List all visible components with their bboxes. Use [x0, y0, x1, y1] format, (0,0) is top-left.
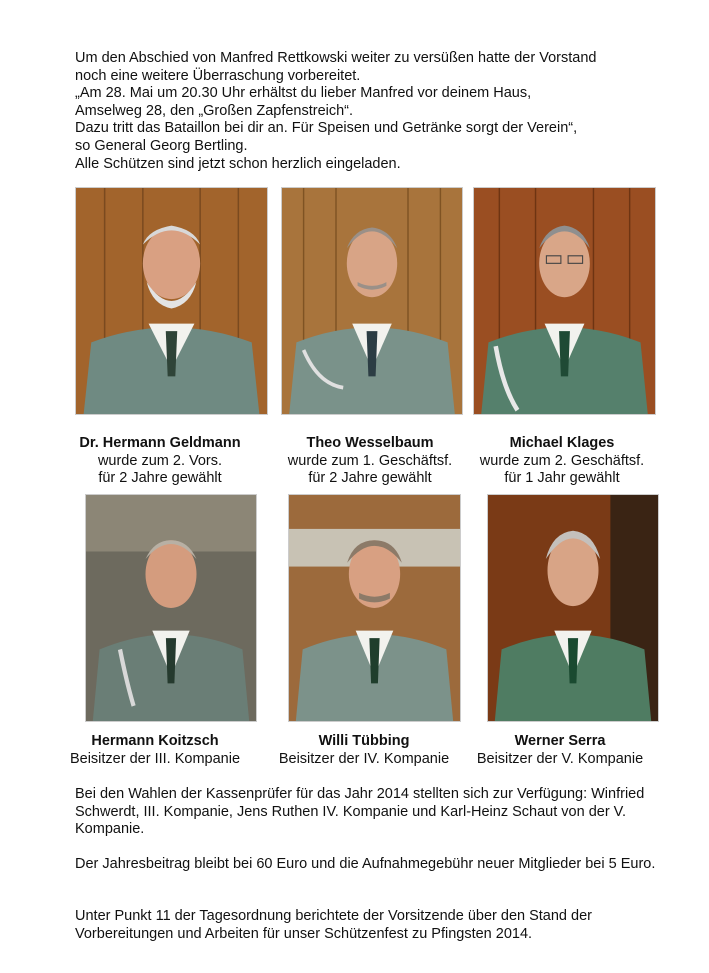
- portrait-photo: [85, 494, 257, 722]
- paragraph-membership-fee: Der Jahresbeitrag bleibt bei 60 Euro und die Aufnahmegebühr neuer Mitglieder bei 5 Euro.: [75, 856, 656, 872]
- person-caption: [462, 435, 662, 488]
- intro-line: Amselweg 28, den „Großen Zapfenstreich“.: [75, 102, 354, 119]
- portrait-photo: [473, 187, 656, 415]
- intro-line: „Am 28. Mai um 20.30 Uhr erhältst du lieber Manfred vor deinem Haus,: [75, 85, 532, 102]
- person-caption: [460, 733, 660, 768]
- portrait-photo: [288, 494, 461, 722]
- intro-line: Um den Abschied von Manfred Rettkowski weiter zu versüßen hatte der Vorstand: [75, 50, 597, 66]
- person-role: wurde zum 2. Geschäftsf.: [479, 452, 645, 469]
- person-caption: [55, 733, 255, 768]
- intro-line: so General Georg Bertling.: [75, 137, 248, 154]
- intro-line: Dazu tritt das Bataillon bei dir an. Für Speisen und Getränke sorgt der Verein“,: [75, 120, 578, 137]
- person-caption: [270, 435, 470, 488]
- person-caption: [60, 435, 260, 488]
- person-name: Dr. Hermann Geldmann: [79, 435, 241, 451]
- person-role: wurde zum 1. Geschäftsf.: [287, 452, 453, 469]
- person-role: Beisitzer der III. Kompanie: [69, 750, 241, 767]
- intro-line: Alle Schützen sind jetzt schon herzlich eingeladen.: [75, 155, 401, 172]
- person-role: wurde zum 2. Vors.: [97, 452, 223, 469]
- portrait-photo: [281, 187, 463, 415]
- person-role: Beisitzer der V. Kompanie: [476, 750, 644, 767]
- intro-line: noch eine weitere Überraschung vorbereitet.: [75, 67, 361, 84]
- person-name: Willi Tübbing: [318, 733, 410, 749]
- portrait-photo: [487, 494, 659, 722]
- paragraph-agenda-item: Unter Punkt 11 der Tagesordnung berichtete der Vorsitzende über den Stand der Vorbereitungen und Arbeiten für unser Schützenfest zu Pfingsten 2014.: [75, 908, 592, 942]
- intro-text: [75, 50, 675, 173]
- portrait-photo: [75, 187, 268, 415]
- person-term: für 2 Jahre gewählt: [98, 470, 222, 487]
- person-name: Michael Klages: [509, 435, 615, 451]
- person-name: Werner Serra: [514, 733, 606, 749]
- person-caption: [264, 733, 464, 768]
- person-role: Beisitzer der IV. Kompanie: [278, 750, 450, 767]
- paragraph-cashier-election: Bei den Wahlen der Kassenprüfer für das Jahr 2014 stellten sich zur Verfügung: Winfried Schwerdt, III. Kompanie, Jens Ruthen IV. Kompanie und Karl-Heinz Schaut von der V. Kompanie.: [75, 786, 645, 838]
- person-term: für 1 Jahr gewählt: [504, 470, 620, 487]
- person-name: Hermann Koitzsch: [91, 733, 219, 749]
- person-name: Theo Wesselbaum: [306, 435, 434, 451]
- person-term: für 2 Jahre gewählt: [308, 470, 432, 487]
